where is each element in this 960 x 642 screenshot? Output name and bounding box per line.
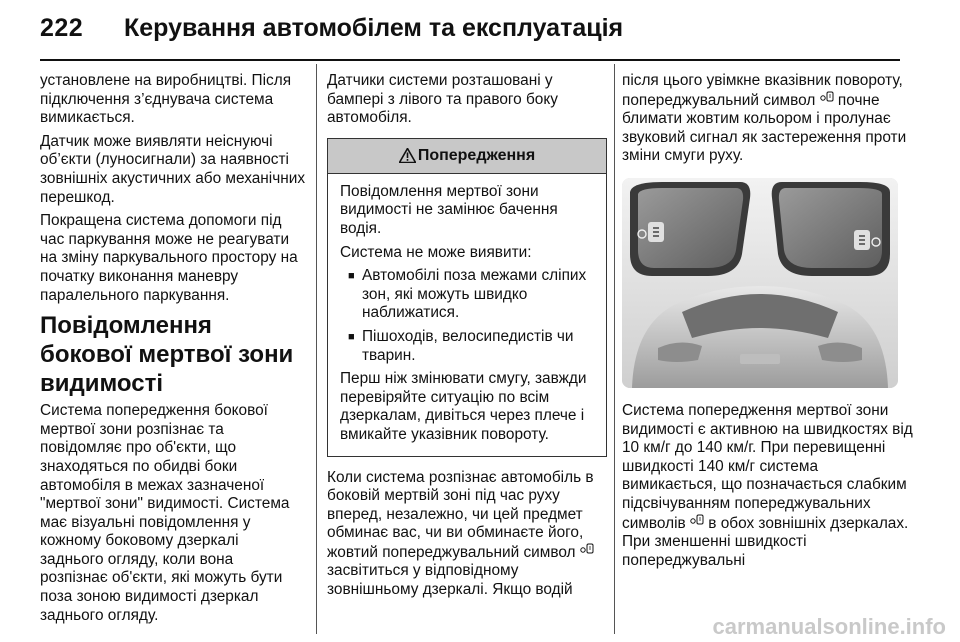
list-item-text: Автомобілі поза межами сліпих зон, які можуть швидко наближатися. [362,267,587,322]
paragraph-text: Система попередження мертвої зони видимості є активною на швидкостях від 10 км/г до 140 км/г. При перевищенні швидкості 140 км/г система вимикається, що позначається слабким підсвічуванням попереджувальних символів [622,401,913,532]
column-divider [614,64,615,634]
paragraph: Система попередження бокової мертвої зони розпізнає та повідомляє про об'єкти, що знаходяться по обидві боки автомобіля в межах зазначеної "мертвої зони" видимості. Система має візуальні повідомлення у кожному боковому дзеркалі заднього огляду, коли вона розпізнає об'єкти, які можуть бути поза зоною видимості дзеркал заднього огляду. [40,402,290,624]
square-bullet-icon: ■ [348,330,355,343]
list-item-text: Пішоходів, велосипедистів чи тварин. [362,327,574,364]
paragraph-text: Коли система розпізнає автомобіль в боковій мертвій зоні під час руху вперед, незалежно, чи цей предмет обминає вас, чи ви обминаєте його, жовтий попереджувальний символ [327,468,594,561]
warning-text: Перш ніж змінювати смугу, завжди перевіряйте ситуацію по всім дзеркалам, дивіться через плече і вмикайте указівник повороту. [340,370,587,443]
square-bullet-icon: ■ [348,270,355,283]
paragraph: Покращена система допомоги під час паркування може не реагувати на зміну паркувального простору на початку виконання маневру паралельного паркування. [40,212,298,304]
column-1 [40,72,305,630]
blind-spot-illustration [622,178,898,388]
list-item [340,267,594,323]
warning-triangle-icon [399,148,416,163]
column-divider [316,64,317,634]
mirror-warning-icon [580,543,594,555]
paragraph: Датчики системи розташовані у бампері з лівого та правого боку автомобіля. [327,72,558,127]
warning-box [327,138,607,457]
warning-text: Повідомлення мертвої зони видимості не замінює бачення водія. [340,182,558,237]
warning-text: Система не може виявити: [340,243,532,261]
car-mirrors-image [622,178,898,388]
paragraph [327,469,607,600]
page-header [0,0,960,62]
watermark: carmanualsonline.info [712,614,946,639]
page-number: 222 [40,14,84,42]
paragraph-text: в обох зовнішніх дзеркалах. При зменшенні швидкості попереджувальні [622,514,909,569]
paragraph: Датчик може виявляти неіснуючі об’єкти (луносигнали) за наявності зовнішніх акустичних або механічних перешкод. [40,132,306,206]
paragraph [622,402,914,570]
paragraph: установлене на виробництві. Після підключення з’єднувача система вимикається. [40,72,292,127]
paragraph-text: почне блимати жовтим кольором і пролунає звуковий сигнал як застереження проти зміни смуги руху. [622,91,907,165]
mirror-warning-icon [820,91,834,103]
paragraph-text: засвітиться у відповідному зовнішньому дзеркалі. Якщо водій [327,562,573,599]
page-title: Керування автомобілем та експлуатація [124,14,624,42]
header-rule [40,59,900,61]
warning-body [328,174,606,456]
list-item [340,328,594,365]
column-3 [622,72,914,575]
column-2 [327,72,607,605]
warning-title: Попередження [417,146,536,164]
paragraph-text: після цього увімкне вказівник повороту, попереджувальний символ [622,72,903,109]
warning-header [328,139,606,174]
section-heading: Повідомлення бокової мертвої зони видимості [40,312,294,398]
paragraph [622,72,914,166]
mirror-warning-icon [690,514,704,526]
